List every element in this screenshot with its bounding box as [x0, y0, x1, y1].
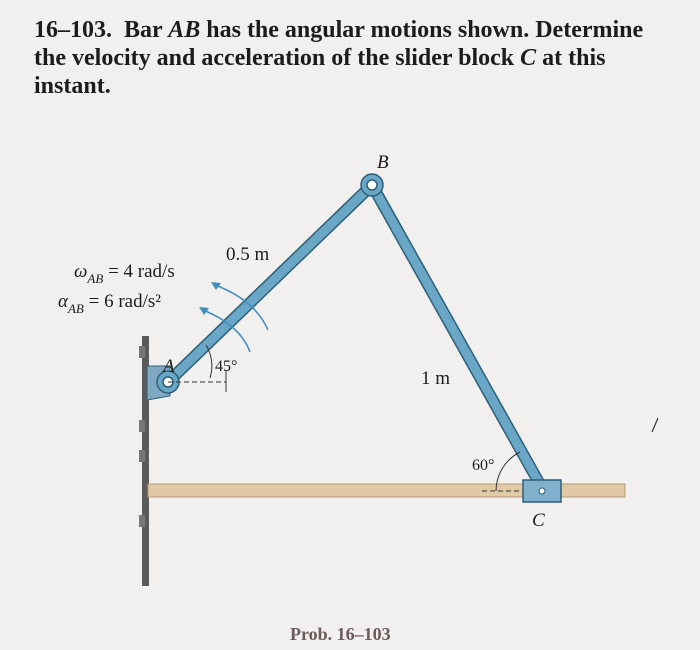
omega-value: = 4 rad/s [103, 261, 175, 282]
omega-label [74, 261, 175, 286]
label-angle-c: 60° [472, 457, 495, 474]
omega-subscript: AB [87, 271, 104, 286]
alpha-symbol: α [58, 291, 68, 312]
statement-var-ab: AB [168, 17, 201, 43]
label-point-c: C [532, 510, 545, 531]
statement-part-1: Bar [124, 17, 169, 43]
statement-part-2: has the angular motions shown. Determine the velocity and acceleration of the slider block [34, 17, 644, 71]
pin-b [361, 174, 383, 196]
pencil-mark [652, 418, 658, 432]
alpha-value: = 6 rad/s² [83, 291, 161, 312]
label-length-ab: 0.5 m [226, 244, 270, 265]
label-angle-a: 45° [215, 358, 238, 375]
statement-var-c: C [520, 45, 537, 71]
omega-symbol: ω [74, 261, 88, 282]
label-length-bc: 1 m [421, 368, 451, 389]
bar-bc [372, 185, 542, 488]
figure-caption: Prob. 16–103 [290, 624, 391, 644]
pin-c [539, 488, 545, 494]
alpha-subscript: AB [67, 301, 84, 316]
label-point-b: B [377, 152, 389, 173]
alpha-label [58, 291, 161, 316]
bar-ab [168, 185, 372, 382]
statement-part-3: at this instant. [34, 45, 606, 99]
label-point-a: A [163, 356, 175, 377]
problem-number: 16–103. [34, 17, 112, 43]
